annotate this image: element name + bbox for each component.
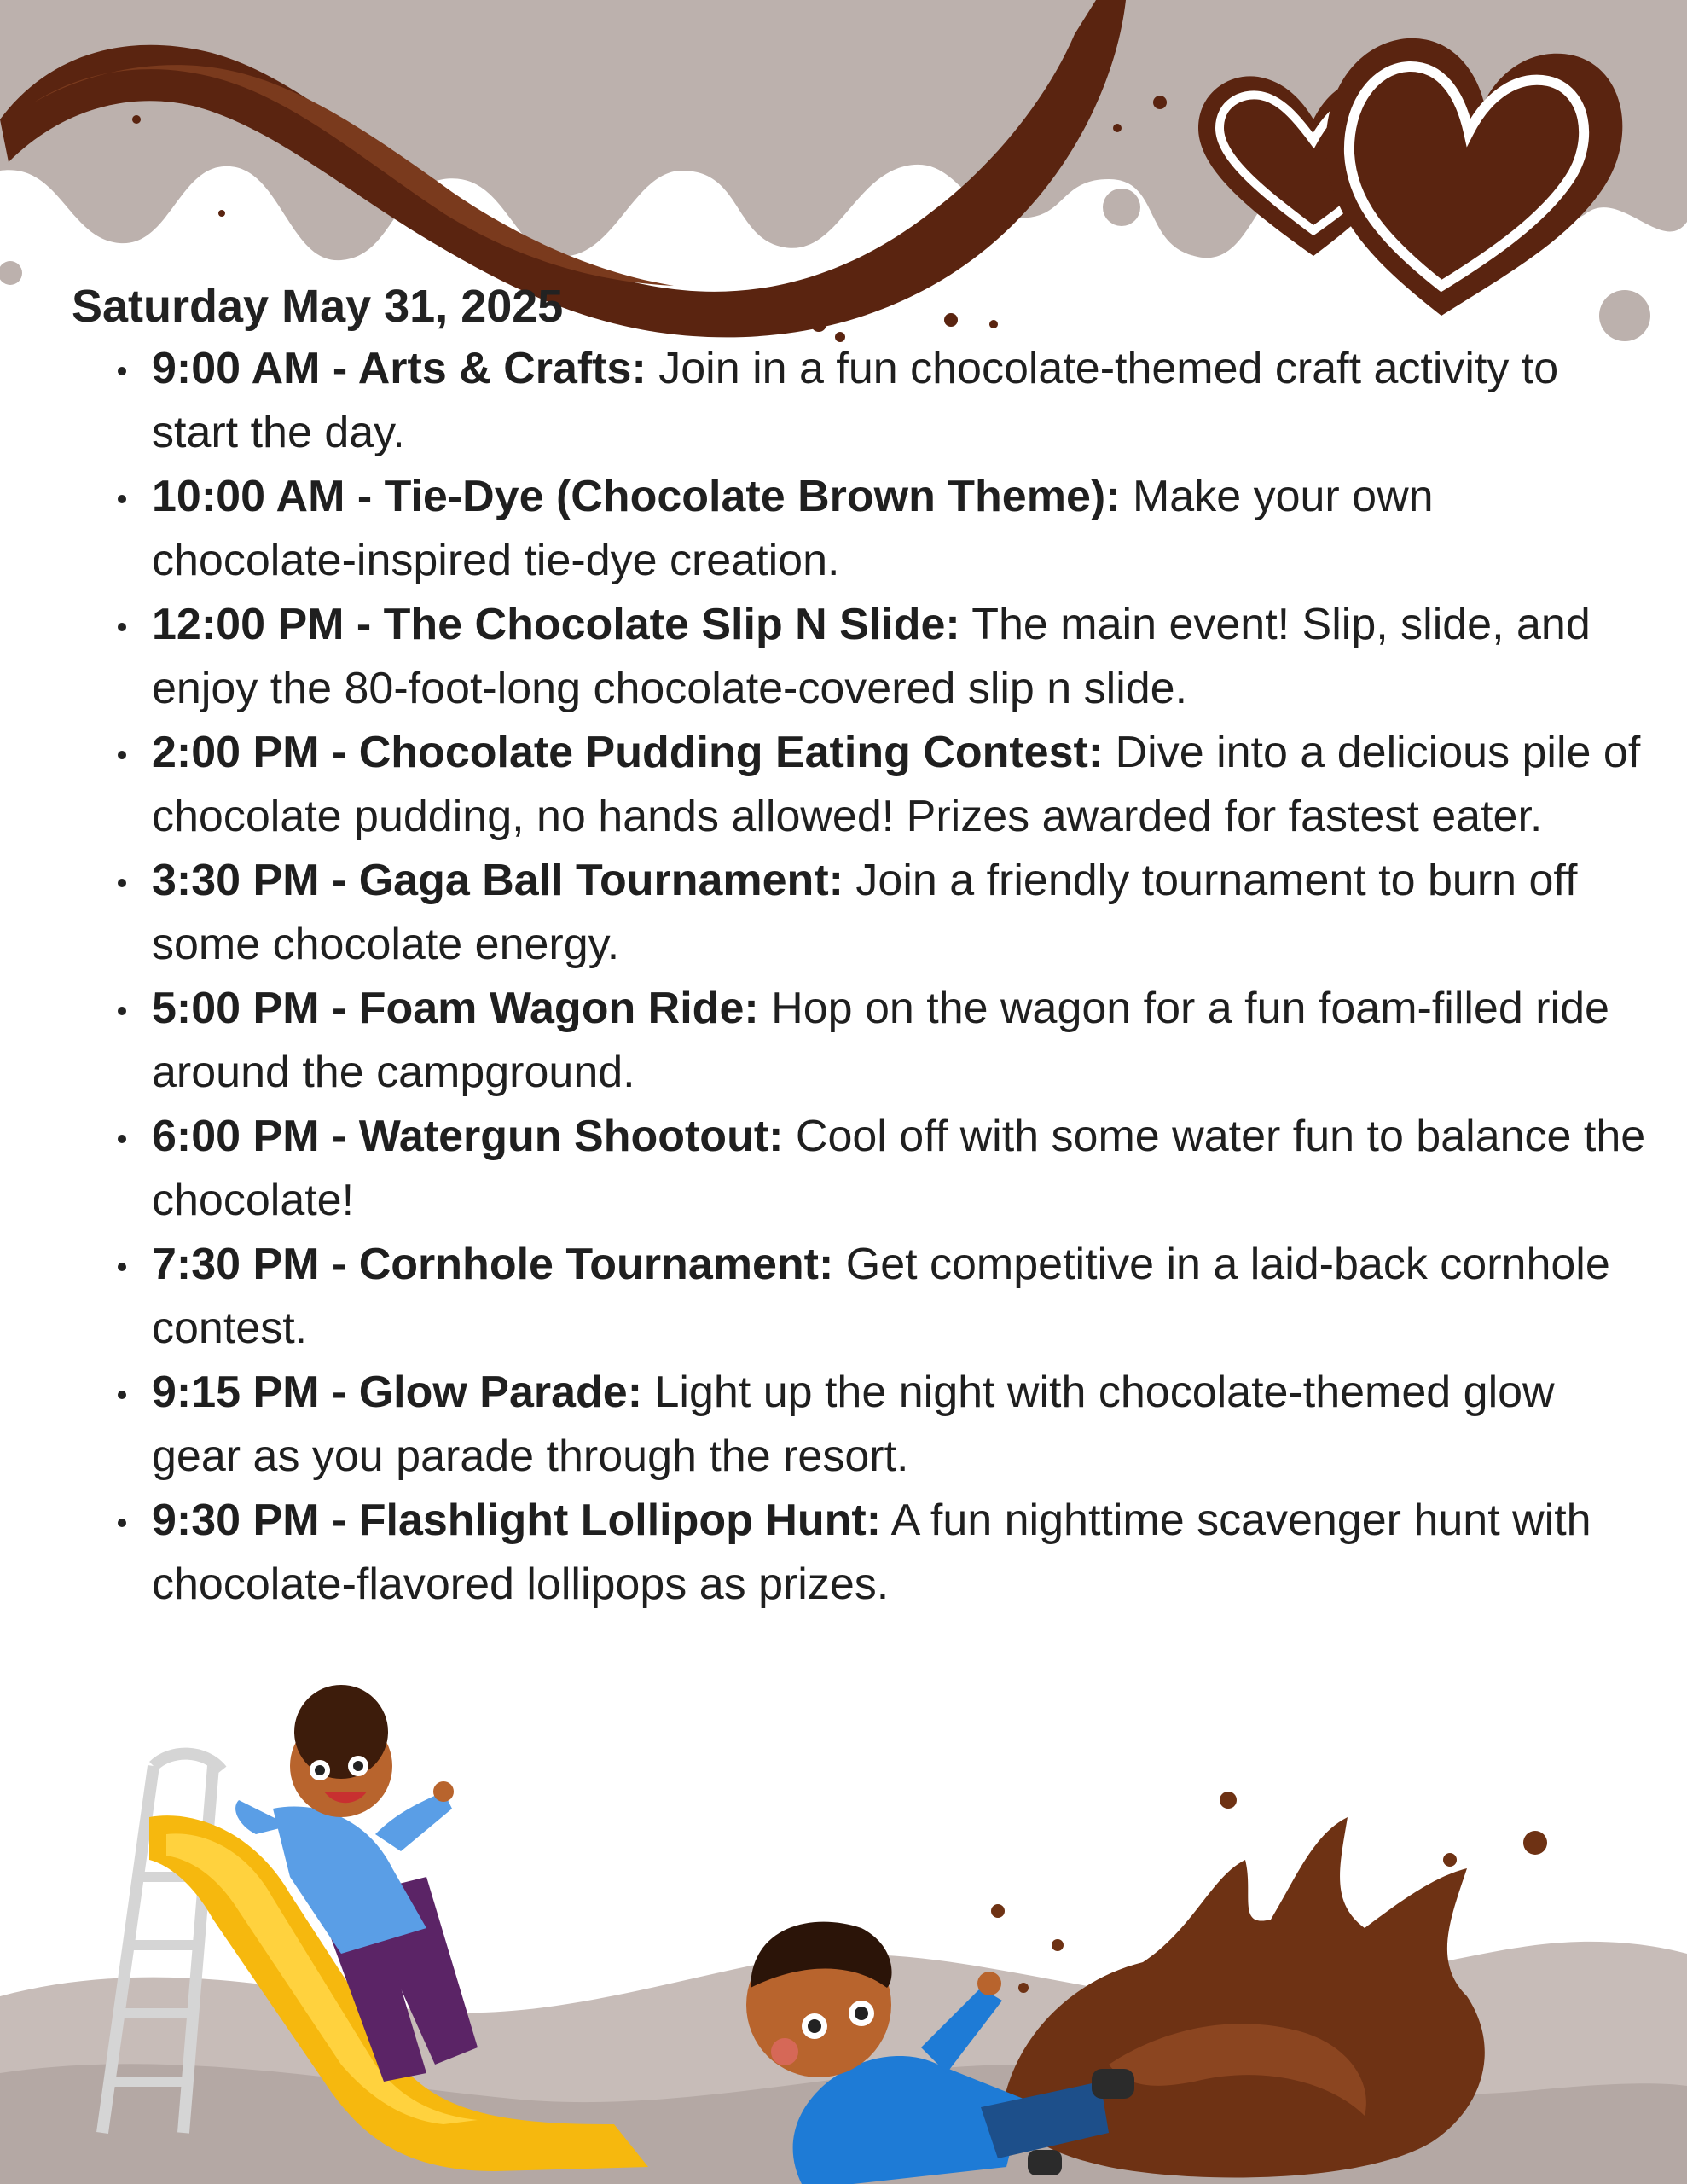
schedule-item-title: 7:30 PM - Cornhole Tournament: — [152, 1240, 834, 1289]
schedule-list — [111, 337, 1646, 1617]
schedule-item-description: Hop on the wagon for a fun foam-filled ride around the campground. — [152, 984, 1609, 1097]
schedule-item-description: Light up the night with chocolate-themed glow gear as you parade through the resort. — [152, 1368, 1555, 1481]
schedule-item-description: The main event! Slip, slide, and enjoy the 80-foot-long chocolate-covered slip n slide. — [152, 600, 1591, 713]
schedule-item — [111, 465, 1646, 593]
schedule-item-description: Join in a fun chocolate-themed craft activity to start the day. — [152, 344, 1559, 457]
schedule-item-description: Join a friendly tournament to burn off some chocolate energy. — [152, 856, 1578, 969]
chocolate-hearts-illustration — [1198, 38, 1622, 316]
schedule-item-description: A fun nighttime scavenger hunt with chocolate-flavored lollipops as prizes. — [152, 1496, 1591, 1609]
schedule-item-title: 9:30 PM - Flashlight Lollipop Hunt: — [152, 1496, 882, 1545]
schedule-item-description: Cool off with some water fun to balance the chocolate! — [152, 1112, 1646, 1225]
schedule-item-title: 5:00 PM - Foam Wagon Ride: — [152, 984, 759, 1033]
schedule-item-title: 9:00 AM - Arts & Crafts: — [152, 344, 646, 393]
schedule-item — [111, 849, 1646, 977]
schedule-item-description: Make your own chocolate-inspired tie-dye creation. — [152, 472, 1434, 585]
schedule-item-title: 9:15 PM - Glow Parade: — [152, 1368, 643, 1417]
schedule-item-title: 12:00 PM - The Chocolate Slip N Slide: — [152, 600, 960, 649]
milk-drop — [1103, 189, 1140, 226]
schedule-item — [111, 1489, 1646, 1617]
milk-drop — [0, 261, 22, 285]
schedule-item — [111, 1361, 1646, 1489]
schedule-item — [111, 1233, 1646, 1361]
milk-drop — [1599, 290, 1650, 341]
schedule-item-title: 6:00 PM - Watergun Shootout: — [152, 1112, 784, 1161]
schedule-item-description: Dive into a delicious pile of chocolate pudding, no hands allowed! Prizes awarded for fastest eater. — [152, 728, 1641, 841]
schedule-item-title: 2:00 PM - Chocolate Pudding Eating Contest: — [152, 728, 1104, 777]
schedule-item — [111, 593, 1646, 721]
schedule-item — [111, 1105, 1646, 1233]
schedule-item-description: Get competitive in a laid-back cornhole contest. — [152, 1240, 1610, 1353]
schedule-item-title: 10:00 AM - Tie-Dye (Chocolate Brown Theme): — [152, 472, 1121, 521]
schedule-item — [111, 337, 1646, 465]
schedule-item — [111, 721, 1646, 849]
event-date: Saturday May 31, 2025 — [72, 281, 564, 332]
schedule-item — [111, 977, 1646, 1105]
schedule-item-title: 3:30 PM - Gaga Ball Tournament: — [152, 856, 844, 905]
